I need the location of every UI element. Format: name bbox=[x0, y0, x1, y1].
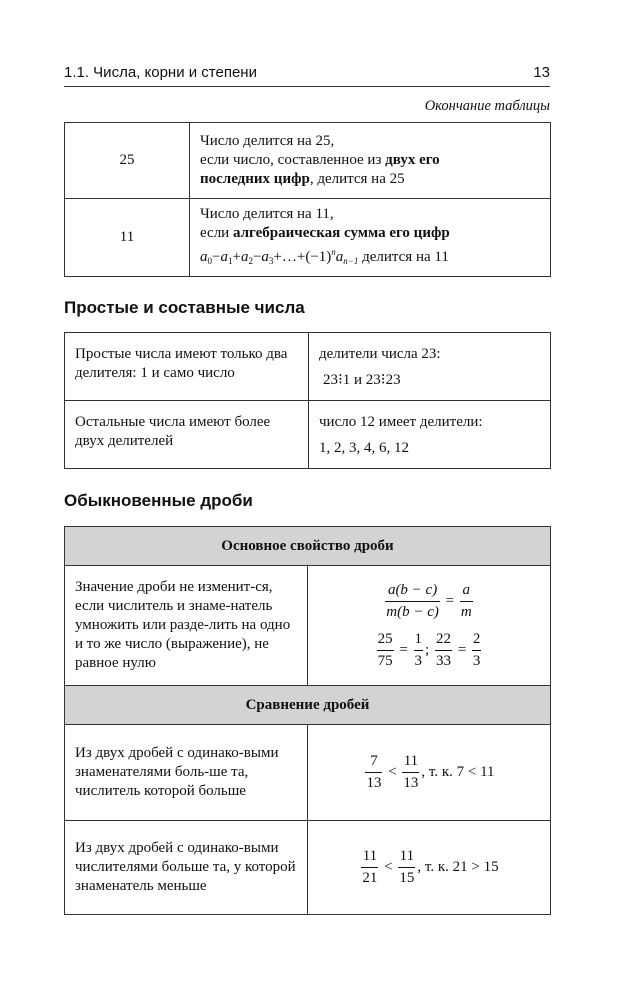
rule-cell: Число делится на 11, если алгебраическая сумма его цифр $a_0-a_1+a_2-a_3+\dots+(-1)^na_{n-1}$ делится на 11 bbox=[190, 199, 551, 277]
rule-cell: Число делится на 25, если число, составленное из двух его последних цифр, делится на 25 bbox=[190, 123, 551, 199]
basic-property-text: Значение дроби не изменит-ся, если числитель и знаме-натель умножить или разде-лить на одно и то же число (выражение), не равное нулю bbox=[65, 566, 308, 686]
table-header-row bbox=[65, 686, 551, 725]
table-row bbox=[65, 199, 551, 277]
composite-rule: Остальные числа имеют более двух делителей bbox=[65, 401, 309, 469]
section-heading-fractions: Обыкновенные дроби bbox=[64, 491, 253, 510]
table-row bbox=[65, 401, 551, 469]
basic-property-formula: $\frac{a(b - c)}{m(b - c)}$ = $\frac{a}{m}$ $\frac{25}{75}$ = $\frac{1}{3}$ ; $\frac{22}{33}$ = $\frac{2}{3}$ bbox=[308, 566, 551, 686]
table-row bbox=[65, 333, 551, 401]
table-row bbox=[65, 566, 551, 686]
basic-property-header: Основное свойство дроби bbox=[65, 527, 551, 566]
comparison-header: Сравнение дробей bbox=[65, 686, 551, 725]
divisor-cell: 11 bbox=[65, 199, 190, 277]
primes-example: делители числа 23: 23⁝1 и 23⁝23 bbox=[309, 333, 551, 401]
table-row bbox=[65, 123, 551, 199]
table-row bbox=[65, 725, 551, 821]
comparison-rule: Из двух дробей с одинако-выми числителями больше та, у которой знаменатель меньше bbox=[65, 821, 308, 915]
table-header-row bbox=[65, 527, 551, 566]
table-continuation-note: Окончание таблицы bbox=[424, 98, 550, 114]
table-row bbox=[65, 821, 551, 915]
page-number: 13 bbox=[533, 64, 550, 81]
section-title: 1.1. Числа, корни и степени bbox=[64, 64, 257, 81]
fractions-table bbox=[64, 526, 551, 915]
page-header bbox=[64, 64, 550, 87]
comparison-rule: Из двух дробей с одинако-выми знаменателями боль-ше та, числитель которой больше bbox=[65, 725, 308, 821]
primes-rule: Простые числа имеют только два делителя: 1 и само число bbox=[65, 333, 309, 401]
divisibility-table bbox=[64, 122, 551, 277]
comparison-example: $\frac{11}{21}$ < $\frac{11}{15}$ , т. к. 21 > 15 bbox=[308, 821, 551, 915]
composite-example: число 12 имеет делители: 1, 2, 3, 4, 6, 12 bbox=[309, 401, 551, 469]
alt-sum-formula: $a_0-a_1+a_2-a_3+\dots+(-1)^na_{n-1}$ делится на 11 bbox=[200, 246, 449, 266]
divisor-cell: 25 bbox=[65, 123, 190, 199]
primes-table bbox=[64, 332, 551, 469]
section-heading-primes: Простые и составные числа bbox=[64, 298, 305, 317]
comparison-example: $\frac{7}{13}$ < $\frac{11}{13}$ , т. к. 7 < 11 bbox=[308, 725, 551, 821]
